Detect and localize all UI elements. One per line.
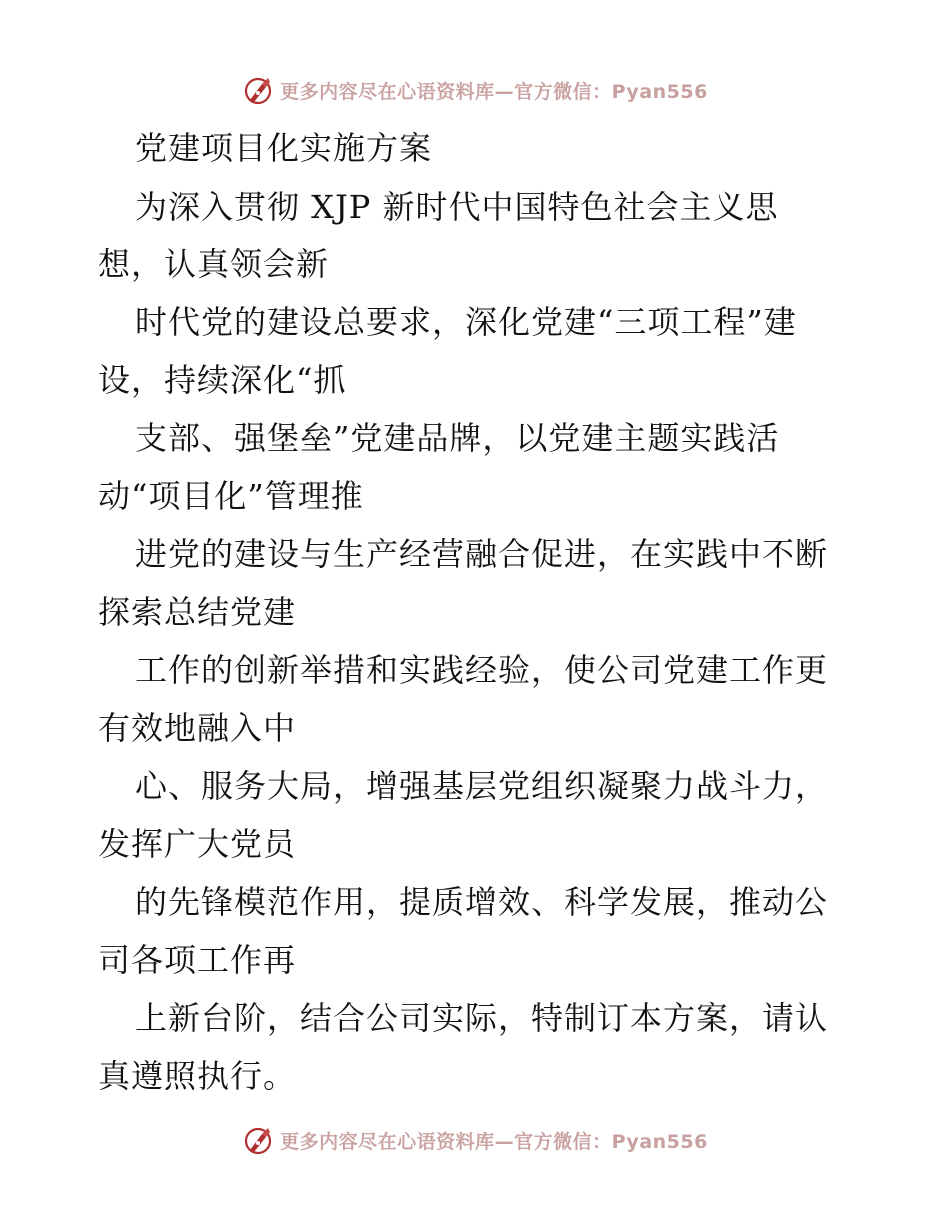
paragraph-line: 探索总结党建 bbox=[98, 593, 297, 631]
paragraph-line: 真遵照执行。 bbox=[98, 1057, 297, 1095]
watermark-text: 更多内容尽在心语资料库—官方微信：Pyan556 bbox=[280, 80, 708, 103]
watermark-text: 更多内容尽在心语资料库—官方微信：Pyan556 bbox=[280, 1130, 708, 1153]
paragraph-line: 的先锋模范作用，提质增效、科学发展，推动公 bbox=[135, 883, 829, 921]
paragraph-line: 设，持续深化“抓 bbox=[98, 361, 347, 399]
paragraph-line: 司各项工作再 bbox=[98, 941, 297, 979]
paragraph-line: 有效地融入中 bbox=[98, 709, 297, 747]
paragraph-line: 支部、强堡垒”党建品牌，以党建主题实践活 bbox=[135, 419, 780, 457]
paragraph-line: 想，认真领会新 bbox=[98, 245, 330, 283]
paragraph-line: 工作的创新举措和实践经验，使公司党建工作更 bbox=[135, 651, 829, 689]
paragraph-line: 时代党的建设总要求，深化党建“三项工程”建 bbox=[135, 303, 797, 341]
paragraph-line: 为深入贯彻 XJP 新时代中国特色社会主义思 bbox=[135, 188, 779, 226]
paragraph-line: 进党的建设与生产经营融合促进，在实践中不断 bbox=[135, 535, 829, 573]
document-title: 党建项目化实施方案 bbox=[135, 129, 433, 167]
paragraph-line: 发挥广大党员 bbox=[98, 825, 297, 863]
pen-nib-circle-icon bbox=[242, 1124, 274, 1156]
paragraph-line: 上新台阶，结合公司实际，特制订本方案，请认 bbox=[135, 999, 829, 1037]
paragraph-line: 动“项目化”管理推 bbox=[98, 477, 364, 515]
paragraph-line: 心、服务大局，增强基层党组织凝聚力战斗力， bbox=[135, 767, 829, 805]
footer-watermark bbox=[0, 1122, 950, 1158]
